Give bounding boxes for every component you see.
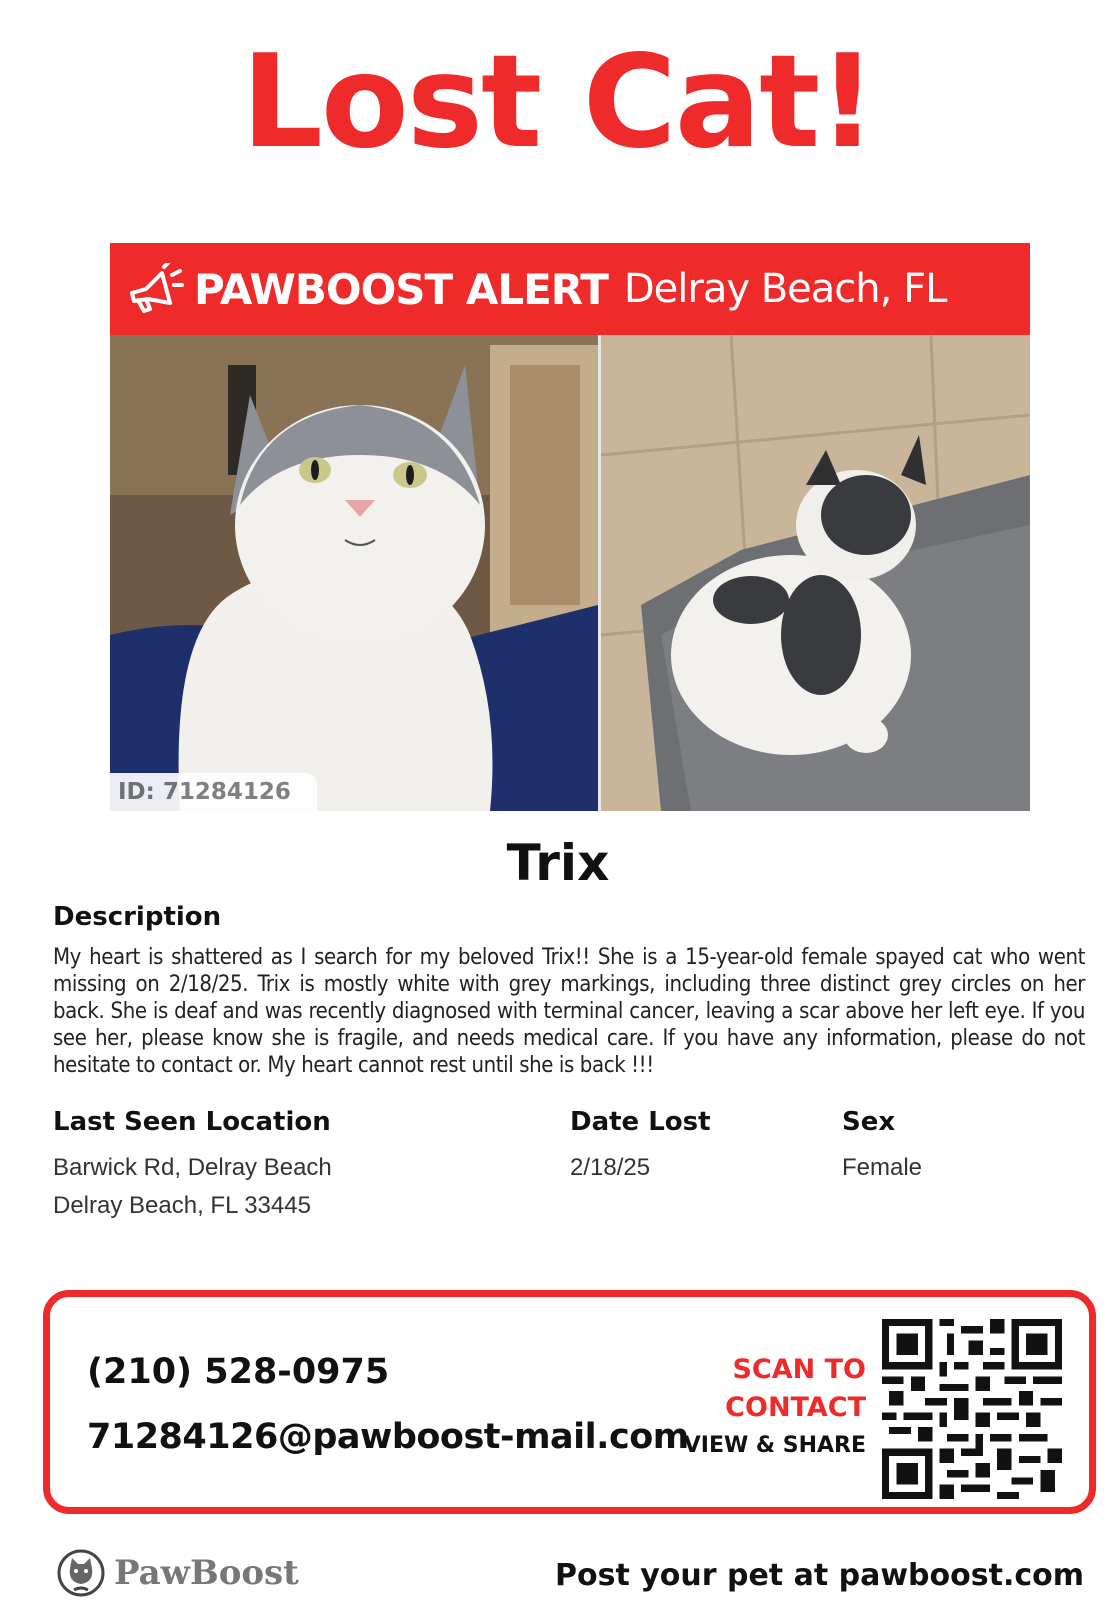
scan-line2: CONTACT bbox=[725, 1392, 866, 1423]
brand-name: PawBoost bbox=[114, 1553, 299, 1593]
pet-sex bbox=[842, 1107, 922, 1187]
sex-value: Female bbox=[842, 1154, 923, 1181]
contact-email[interactable]: 71284126@pawboost-mail.com bbox=[87, 1417, 689, 1457]
alert-location: Delray Beach, FL bbox=[623, 266, 947, 312]
scan-line1: SCAN TO bbox=[732, 1354, 866, 1385]
contact-box bbox=[43, 1290, 1096, 1514]
location-line2: Delray Beach, FL 33445 bbox=[53, 1192, 311, 1219]
cat-logo-icon bbox=[56, 1548, 106, 1598]
date-label: Date Lost bbox=[570, 1107, 711, 1137]
location-line1: Barwick Rd, Delray Beach bbox=[53, 1154, 332, 1181]
pet-id-tag: ID: 71284126 bbox=[110, 773, 317, 811]
footer-cta[interactable]: Post your pet at pawboost.com bbox=[554, 1558, 1084, 1593]
headline: Lost Cat! bbox=[241, 28, 875, 177]
pawboost-logo[interactable] bbox=[56, 1548, 299, 1598]
date-lost bbox=[570, 1107, 711, 1187]
alert-banner bbox=[110, 243, 1030, 335]
contact-phone[interactable]: (210) 528-0975 bbox=[87, 1352, 390, 1392]
location-label: Last Seen Location bbox=[53, 1107, 331, 1137]
qr-code-icon[interactable] bbox=[882, 1319, 1062, 1499]
pet-name: Trix bbox=[506, 834, 610, 892]
scan-line3: VIEW & SHARE bbox=[683, 1433, 866, 1458]
cat-photo-back bbox=[601, 335, 1030, 811]
description-text: My heart is shattered as I search for my beloved Trix!! She is a 15-year-old female spayed cat who went missing on 2/18/25. Trix is mostly white with grey markings, including three distinct grey circles on her back. She is deaf and was recently diagnosed with terminal cancer, leaving a scar above her left eye. If you see her, please know she is fragile, and needs medical care. If you have any information, please do not hesitate to contact or. My heart cannot rest until she is back !!! bbox=[53, 945, 1085, 1078]
megaphone-icon bbox=[124, 263, 184, 315]
alert-title: PAWBOOST ALERT bbox=[194, 264, 608, 314]
date-value: 2/18/25 bbox=[570, 1154, 651, 1181]
cat-photo-face bbox=[110, 335, 598, 811]
sex-label: Sex bbox=[842, 1107, 896, 1137]
pet-photos bbox=[110, 335, 1030, 811]
scan-to-contact bbox=[684, 1351, 866, 1465]
last-seen-location bbox=[53, 1107, 332, 1225]
description-heading: Description bbox=[53, 902, 222, 932]
